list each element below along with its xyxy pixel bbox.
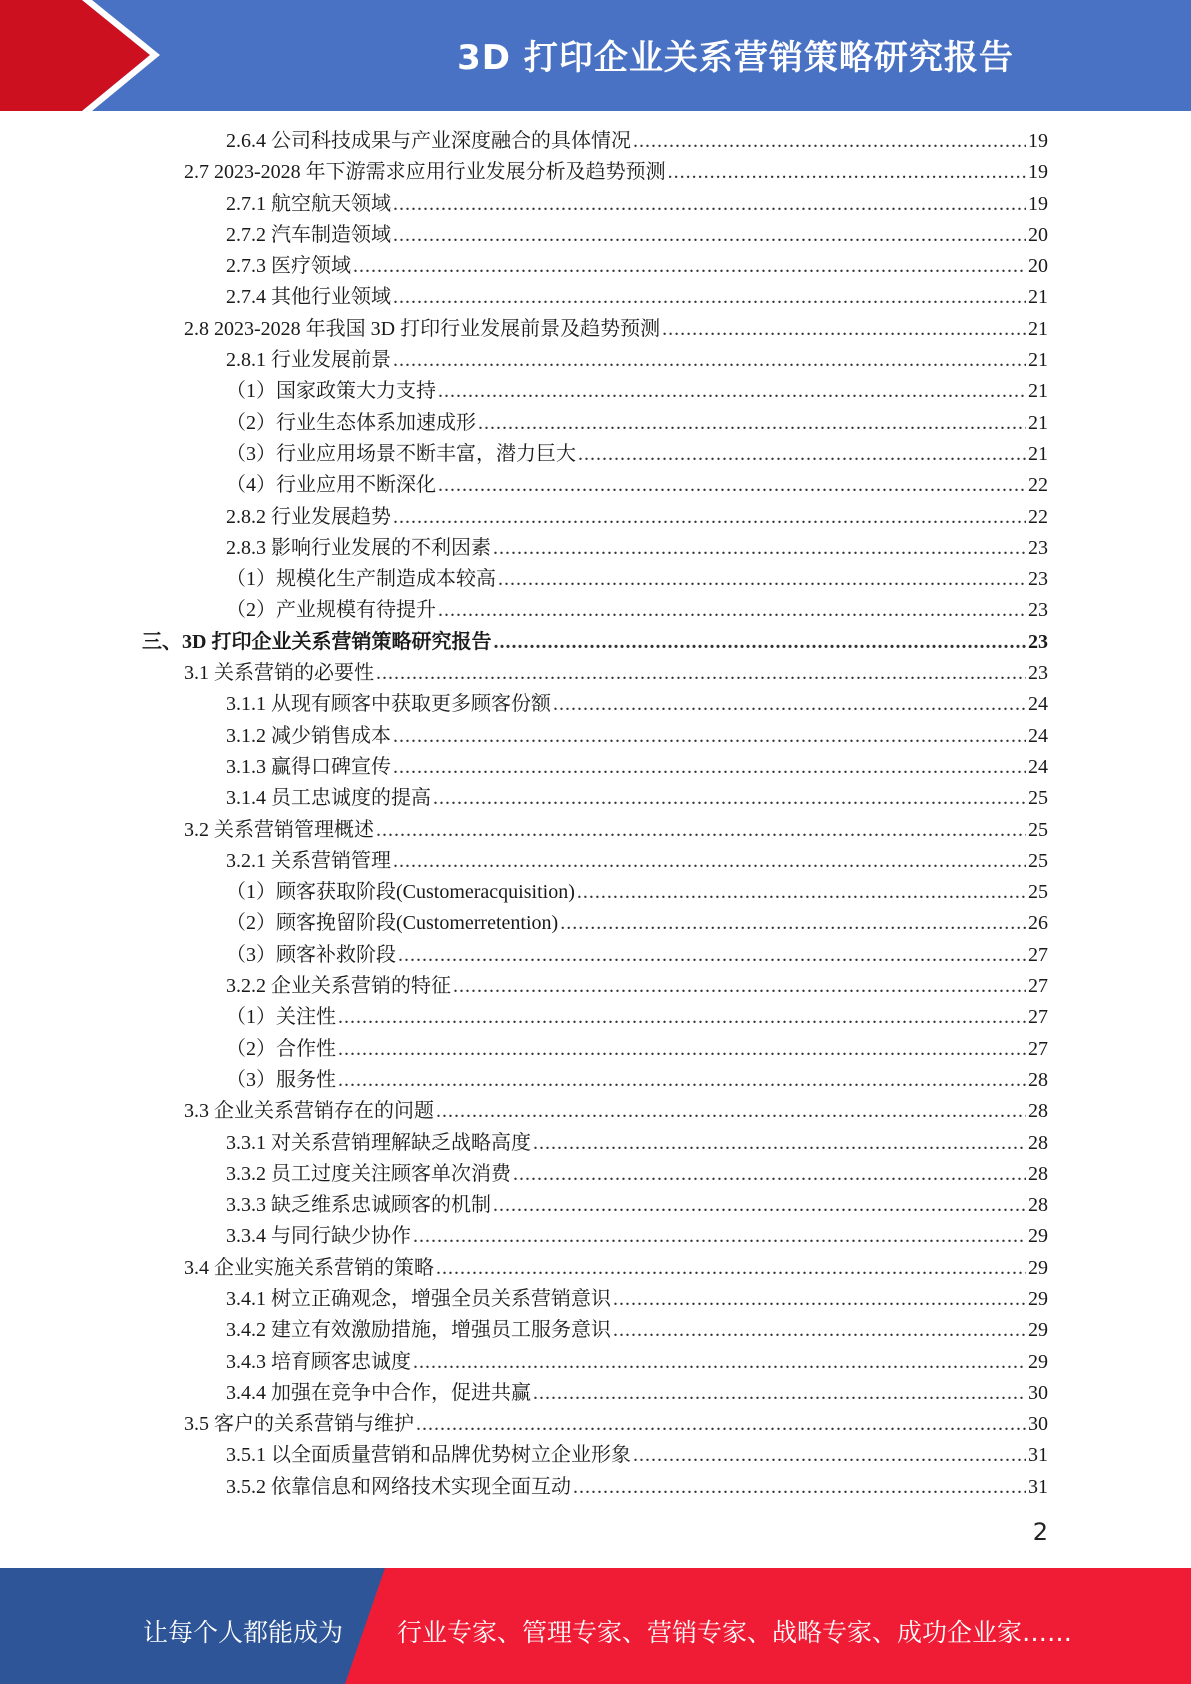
toc-dot-leader <box>613 1284 1026 1315</box>
toc-dot-leader <box>438 595 1026 626</box>
toc-entry[interactable] <box>0 1284 1191 1315</box>
toc-entry-page: 29 <box>1028 1350 1048 1373</box>
toc-entry-page: 21 <box>1028 317 1048 340</box>
toc-dot-leader <box>393 502 1026 533</box>
toc-entry-page: 23 <box>1028 599 1048 622</box>
toc-entry[interactable] <box>0 783 1191 814</box>
toc-entry[interactable] <box>0 345 1191 376</box>
toc-entry[interactable] <box>0 251 1191 282</box>
toc-entry-label: （2）顾客挽留阶段(Customerretention) <box>226 912 559 935</box>
toc-dot-leader <box>633 126 1026 157</box>
toc-entry-label: （3）服务性 <box>226 1068 336 1091</box>
toc-entry-label: 3.2 关系营销管理概述 <box>184 818 374 841</box>
toc-dot-leader <box>376 658 1026 689</box>
toc-entry-page: 28 <box>1028 1162 1048 1185</box>
toc-entry[interactable] <box>0 1378 1191 1409</box>
toc-entry[interactable] <box>0 282 1191 313</box>
toc-entry-page: 21 <box>1028 411 1048 434</box>
toc-entry-label: 2.8.3 影响行业发展的不利因素 <box>226 536 491 559</box>
toc-dot-leader <box>668 157 1026 188</box>
toc-dot-leader <box>577 877 1026 908</box>
toc-dot-leader <box>553 689 1026 720</box>
toc-entry-label: 3.1.3 赢得口碑宣传 <box>226 755 391 778</box>
toc-dot-leader <box>493 627 1026 658</box>
toc-entry[interactable] <box>0 815 1191 846</box>
toc-dot-leader <box>493 1190 1026 1221</box>
toc-entry-page: 22 <box>1028 505 1048 528</box>
toc-entry-label: 3.4.2 建立有效激励措施，增强员工服务意识 <box>226 1319 611 1342</box>
footer-slogan-right: 行业专家、管理专家、营销专家、战略专家、成功企业家…… <box>397 1618 1073 1647</box>
toc-entry[interactable] <box>0 877 1191 908</box>
toc-entry[interactable] <box>0 1315 1191 1346</box>
toc-dot-leader <box>393 752 1026 783</box>
toc-entry[interactable] <box>0 1409 1191 1440</box>
toc-entry-label: （1）关注性 <box>226 1006 336 1029</box>
toc-entry[interactable] <box>0 470 1191 501</box>
toc-entry-label: 2.7.2 汽车制造领域 <box>226 223 391 246</box>
toc-dot-leader <box>613 1315 1026 1346</box>
toc-entry[interactable] <box>0 908 1191 939</box>
toc-entry[interactable] <box>0 1253 1191 1284</box>
toc-entry-page: 23 <box>1028 662 1048 685</box>
toc-entry-page: 21 <box>1028 380 1048 403</box>
toc-entry-page: 30 <box>1028 1381 1048 1404</box>
toc-entry-label: 3.4.1 树立正确观念，增强全员关系营销意识 <box>226 1287 611 1310</box>
toc-entry-label: 2.7.1 航空航天领域 <box>226 192 391 215</box>
toc-entry-page: 23 <box>1028 568 1048 591</box>
toc-entry-page: 21 <box>1028 442 1048 465</box>
toc-entry[interactable] <box>0 971 1191 1002</box>
toc-entry[interactable] <box>0 189 1191 220</box>
toc-entry-label: 3.4.4 加强在竞争中合作，促进共赢 <box>226 1381 531 1404</box>
toc-entry-page: 25 <box>1028 787 1048 810</box>
toc-dot-leader <box>433 783 1026 814</box>
toc-entry-label: （4）行业应用不断深化 <box>226 474 436 497</box>
toc-entry-page: 30 <box>1028 1413 1048 1436</box>
toc-entry-page: 19 <box>1028 192 1048 215</box>
toc-entry-label: 3.3.4 与同行缺少协作 <box>226 1225 411 1248</box>
toc-entry[interactable] <box>0 220 1191 251</box>
toc-entry-label: （2）合作性 <box>226 1037 336 1060</box>
toc-entry[interactable] <box>0 846 1191 877</box>
toc-entry-label: 3.3.3 缺乏维系忠诚顾客的机制 <box>226 1194 491 1217</box>
toc-entry-page: 27 <box>1028 943 1048 966</box>
toc-entry-page: 25 <box>1028 881 1048 904</box>
toc-entry-label: 3.2.1 关系营销管理 <box>226 849 391 872</box>
toc-entry-label: 3.5.1 以全面质量营销和品牌优势树立企业形象 <box>226 1444 631 1467</box>
toc-entry[interactable] <box>0 1472 1191 1503</box>
toc-entry-page: 29 <box>1028 1256 1048 1279</box>
toc-entry[interactable] <box>0 658 1191 689</box>
toc-entry-page: 20 <box>1028 223 1048 246</box>
toc-entry-label: 3.3.1 对关系营销理解缺乏战略高度 <box>226 1131 531 1154</box>
toc-entry[interactable] <box>0 564 1191 595</box>
toc-dot-leader <box>633 1440 1026 1471</box>
toc-entry-page: 29 <box>1028 1287 1048 1310</box>
toc-entry-label: 2.8.1 行业发展前景 <box>226 349 391 372</box>
toc-entry[interactable] <box>0 157 1191 188</box>
toc-entry-label: 3.3 企业关系营销存在的问题 <box>184 1100 434 1123</box>
toc-entry-page: 19 <box>1028 130 1048 152</box>
toc-entry[interactable] <box>0 1096 1191 1127</box>
toc-entry[interactable] <box>0 533 1191 564</box>
toc-entry-page: 23 <box>1028 630 1048 653</box>
page-number: 2 <box>1032 1518 1048 1546</box>
toc-entry[interactable] <box>0 502 1191 533</box>
toc-dot-leader <box>578 439 1026 470</box>
toc-entry[interactable] <box>0 1347 1191 1378</box>
toc-entry[interactable] <box>0 689 1191 720</box>
toc-entry-page: 21 <box>1028 286 1048 309</box>
toc-entry-page: 19 <box>1028 161 1048 184</box>
toc-dot-leader <box>436 1253 1026 1284</box>
toc-entry-page: 28 <box>1028 1194 1048 1217</box>
toc-dot-leader <box>393 345 1026 376</box>
toc-entry-label: 2.8.2 行业发展趋势 <box>226 505 391 528</box>
toc-entry-label: （3）顾客补救阶段 <box>226 943 396 966</box>
toc-dot-leader <box>393 220 1026 251</box>
toc-entry-page: 28 <box>1028 1131 1048 1154</box>
toc-dot-leader <box>338 1065 1026 1096</box>
toc-entry-page: 31 <box>1028 1444 1048 1467</box>
toc-entry[interactable] <box>0 1159 1191 1190</box>
toc-dot-leader <box>413 1221 1026 1252</box>
toc-entry-page: 24 <box>1028 724 1048 747</box>
toc-entry-page: 22 <box>1028 474 1048 497</box>
header-red-chevron <box>0 0 150 111</box>
toc-entry-label: （1）国家政策大力支持 <box>226 380 436 403</box>
toc-dot-leader <box>393 721 1026 752</box>
toc-entry[interactable] <box>0 1065 1191 1096</box>
toc-dot-leader <box>416 1409 1026 1440</box>
toc-entry-page: 27 <box>1028 1006 1048 1029</box>
toc-dot-leader <box>478 408 1026 439</box>
toc-dot-leader <box>436 1096 1026 1127</box>
toc-entry-label: 3.2.2 企业关系营销的特征 <box>226 975 451 998</box>
toc-entry[interactable] <box>0 627 1191 658</box>
toc-entry-label: （2）产业规模有待提升 <box>226 599 436 622</box>
toc-entry-page: 25 <box>1028 818 1048 841</box>
toc-dot-leader <box>513 1159 1026 1190</box>
toc-entry[interactable] <box>0 1221 1191 1252</box>
toc-dot-leader <box>393 282 1026 313</box>
toc-entry-label: 3.5 客户的关系营销与维护 <box>184 1413 414 1436</box>
toc-dot-leader <box>438 470 1026 501</box>
toc-entry-page: 27 <box>1028 975 1048 998</box>
toc-dot-leader <box>413 1347 1026 1378</box>
toc-entry-label: （3）行业应用场景不断丰富，潜力巨大 <box>226 442 576 465</box>
toc-entry[interactable] <box>0 314 1191 345</box>
toc-dot-leader <box>353 251 1026 282</box>
toc-dot-leader <box>376 815 1026 846</box>
toc-dot-leader <box>393 189 1026 220</box>
toc-dot-leader <box>533 1378 1026 1409</box>
toc-entry-label: 2.7.3 医疗领域 <box>226 255 351 278</box>
toc-entry-page: 31 <box>1028 1475 1048 1498</box>
toc-entry-page: 29 <box>1028 1225 1048 1248</box>
toc-entry[interactable] <box>0 1128 1191 1159</box>
toc-entry-label: 3.1.2 减少销售成本 <box>226 724 391 747</box>
toc-entry-page: 25 <box>1028 849 1048 872</box>
toc-entry[interactable] <box>0 439 1191 470</box>
toc-entry[interactable] <box>0 126 1191 157</box>
toc-entry-label: 3.3.2 员工过度关注顾客单次消费 <box>226 1162 511 1185</box>
toc-entry-label: 2.8 2023-2028 年我国 3D 打印行业发展前景及趋势预测 <box>184 317 661 340</box>
toc-dot-leader <box>560 908 1026 939</box>
toc-entry-page: 24 <box>1028 755 1048 778</box>
toc-entry-label: 2.6.4 公司科技成果与产业深度融合的具体情况 <box>226 130 631 152</box>
footer-slogan-left: 让每个人都能成为 <box>143 1618 344 1647</box>
toc-entry-label: 3.1.4 员工忠诚度的提高 <box>226 787 431 810</box>
toc-entry-page: 27 <box>1028 1037 1048 1060</box>
toc-entry[interactable] <box>0 595 1191 626</box>
toc-entry-page: 20 <box>1028 255 1048 278</box>
toc-entry[interactable] <box>0 752 1191 783</box>
toc-dot-leader <box>338 1002 1026 1033</box>
toc-entry[interactable] <box>0 376 1191 407</box>
toc-entry-page: 28 <box>1028 1068 1048 1091</box>
header-banner <box>0 0 1191 111</box>
toc-entry-label: 3.1 关系营销的必要性 <box>184 662 374 685</box>
toc-entry[interactable] <box>0 408 1191 439</box>
toc-entry-page: 29 <box>1028 1319 1048 1342</box>
toc-entry[interactable] <box>0 1190 1191 1221</box>
toc-entry-label: 三、3D 打印企业关系营销策略研究报告 <box>142 630 492 653</box>
toc-entry-label: 2.7 2023-2028 年下游需求应用行业发展分析及趋势预测 <box>184 161 666 184</box>
toc-entry-page: 26 <box>1028 912 1048 935</box>
toc-entry-page: 21 <box>1028 349 1048 372</box>
toc-dot-leader <box>498 564 1026 595</box>
toc-entry-page: 24 <box>1028 693 1048 716</box>
toc-dot-leader <box>398 940 1026 971</box>
toc-entry-label: （1）顾客获取阶段(Customeracquisition) <box>226 881 575 904</box>
toc-dot-leader <box>438 376 1026 407</box>
toc-dot-leader <box>453 971 1026 1002</box>
toc-dot-leader <box>338 1034 1026 1065</box>
toc-entry-label: 3.4 企业实施关系营销的策略 <box>184 1256 434 1279</box>
toc-entry[interactable] <box>0 1002 1191 1033</box>
toc-entry[interactable] <box>0 940 1191 971</box>
document-title: 3D 打印企业关系营销策略研究报告 <box>457 38 1014 78</box>
toc-dot-leader <box>533 1128 1026 1159</box>
toc-entry[interactable] <box>0 1440 1191 1471</box>
toc-dot-leader <box>393 846 1026 877</box>
footer-banner <box>0 1568 1191 1684</box>
toc-dot-leader <box>662 314 1026 345</box>
toc-dot-leader <box>493 533 1026 564</box>
toc-entry-page: 23 <box>1028 536 1048 559</box>
toc-entry-label: 3.4.3 培育顾客忠诚度 <box>226 1350 411 1373</box>
toc-entry[interactable] <box>0 721 1191 752</box>
toc-entry[interactable] <box>0 1034 1191 1065</box>
toc-entry-label: 3.1.1 从现有顾客中获取更多顾客份额 <box>226 693 551 716</box>
toc-entry-label: （1）规模化生产制造成本较高 <box>226 568 496 591</box>
toc-dot-leader <box>573 1472 1026 1503</box>
toc-entry-page: 28 <box>1028 1100 1048 1123</box>
table-of-contents <box>0 126 1191 1503</box>
toc-entry-label: 2.7.4 其他行业领域 <box>226 286 391 309</box>
toc-entry-label: （2）行业生态体系加速成形 <box>226 411 476 434</box>
toc-entry-label: 3.5.2 依靠信息和网络技术实现全面互动 <box>226 1475 571 1498</box>
